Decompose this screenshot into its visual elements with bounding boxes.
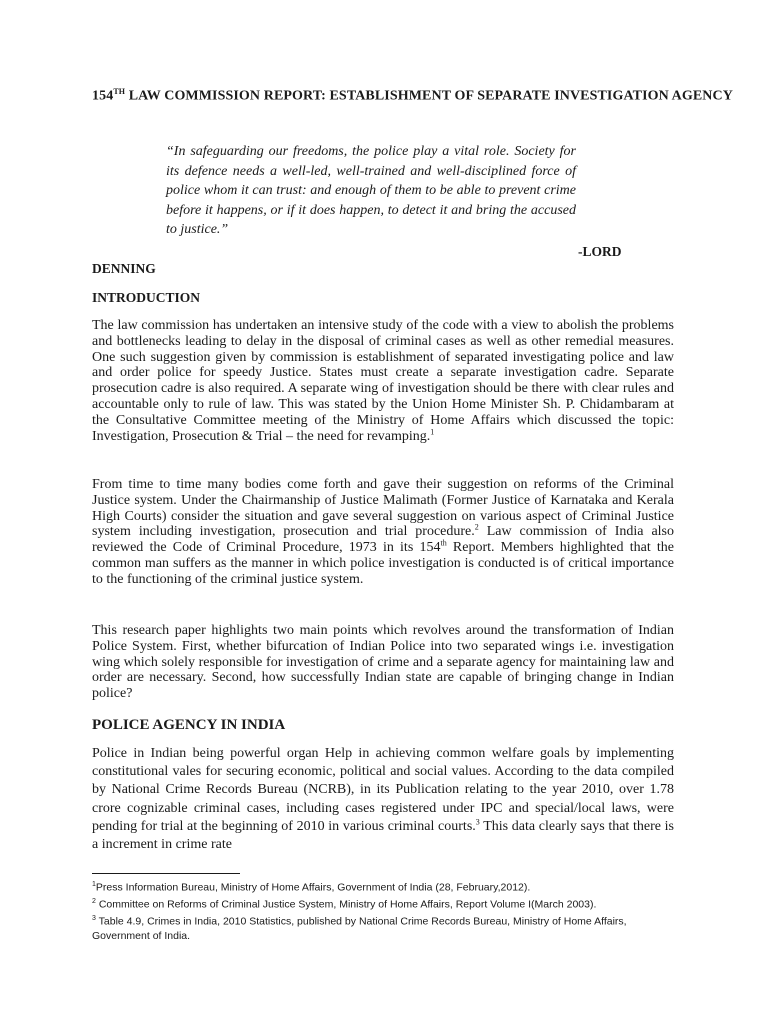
quote-attribution: -LORD	[578, 244, 622, 259]
introduction-heading: INTRODUCTION	[92, 290, 201, 305]
footnote-text: Table 4.9, Crimes in India, 2010 Statistics, published by National Crime Records Bureau, Ministry of Home Affairs, Government of India.	[92, 915, 627, 942]
paragraph-introduction	[92, 318, 674, 444]
paragraph-research-points	[92, 623, 674, 702]
title-text: LAW COMMISSION REPORT: ESTABLISHMENT OF SEPARATE INVESTIGATION AGENCY	[128, 88, 733, 104]
document-title	[92, 87, 733, 105]
footnotes	[92, 878, 682, 944]
footnote-number: 3	[92, 915, 96, 922]
quote-attribution-continued: DENNING	[92, 261, 156, 276]
footnote-3	[92, 912, 682, 944]
paragraph-text: Report. Members highlighted that the common man suffers as the manner in which police investigation is conducted is of critical importance to the functioning of the criminal justice system.	[92, 540, 674, 587]
title-number: 154	[92, 88, 114, 104]
footnote-number: 2	[92, 898, 96, 905]
paragraph-text: This data clearly says that there is a increment in crime rate	[92, 818, 674, 853]
paragraph-text: From time to time many bodies come forth and gave their suggestion on reforms of the Criminal Justice system. Under the Chairmanship of Justice Malimath (Former Justice of Karnataka and Kerala High Courts) consider the situation and gave several suggestion on various aspect of Criminal Justice system including investigation, prosecution and trial procedure.	[92, 477, 674, 540]
paragraph-reform-bodies	[92, 477, 674, 588]
footnote-ref[interactable]: 3	[475, 817, 480, 827]
footnote-text: Committee on Reforms of Criminal Justice System, Ministry of Home Affairs, Report Volume I(March 2003).	[95, 898, 597, 911]
paragraph-text: Law commission of India also reviewed the Code of Criminal Procedure, 1973 in its 154	[92, 524, 675, 556]
title-superscript: TH	[113, 87, 126, 96]
paragraph-text: The law commission has undertaken an intensive study of the code with a view to abolish the problems and bottlenecks leading to delay in the disposal of criminal cases as well as other remedial measures. One such suggestion given by commission is establishment of separated investigating police and law and order police for speedy Justice. States must create a separate investigation cadre. Separate prosecution cadre is also required. A separate wing of investigation should be there with clear rules and accountable only to rule of law. This was stated by the Union Home Minister Sh. P. Chidambaram at the Consultative Committee meeting of the Ministry of Home Affairs which discussed the topic: Investigation, Prosecution & Trial – the need for revamping.	[92, 318, 674, 444]
footnote-text: Press Information Bureau, Ministry of Home Affairs, Government of India (28, February,2012).	[95, 881, 531, 894]
paragraph-text: Police in Indian being powerful organ Help in achieving common welfare goals by implementing constitutional vales for securing economic, political and social values. According to the data compiled by National Crime Records Bureau (NCRB), in its Publication relating to the year 2010, over 1.78 crore cognizable criminal cases, including cases registered under IPC and special/local laws, were pending for trial at the beginning of 2010 in various criminal courts.	[92, 746, 674, 834]
footnote-number: 1	[92, 881, 96, 888]
footnote-1	[92, 878, 682, 895]
ordinal-superscript: th	[440, 538, 447, 548]
footnote-ref[interactable]: 2	[474, 522, 479, 532]
footnote-2	[92, 895, 682, 912]
epigraph-quote: “In safeguarding our freedoms, the police play a vital role. Society for its defence needs a well-led, well-trained and well-disciplined force of police whom it can trust: and enough of them to be able to prevent crime before it happens, or if it does happen, to detect it and bring the accused to justice.”	[166, 144, 576, 237]
footnote-ref[interactable]: 1	[430, 426, 435, 436]
police-agency-heading: POLICE AGENCY IN INDIA	[92, 717, 286, 733]
paragraph-text: This research paper highlights two main points which revolves around the transformation of Indian Police System. First, whether bifurcation of Indian Police into two separated wings i.e. investigation wing which solely responsible for investigation of crime and a separate agency for maintaining law and order are necessary. Second, how successfully Indian state are capable of bringing change in Indian police?	[92, 623, 674, 702]
paragraph-police-agency	[92, 745, 674, 854]
footnote-divider	[92, 873, 240, 874]
